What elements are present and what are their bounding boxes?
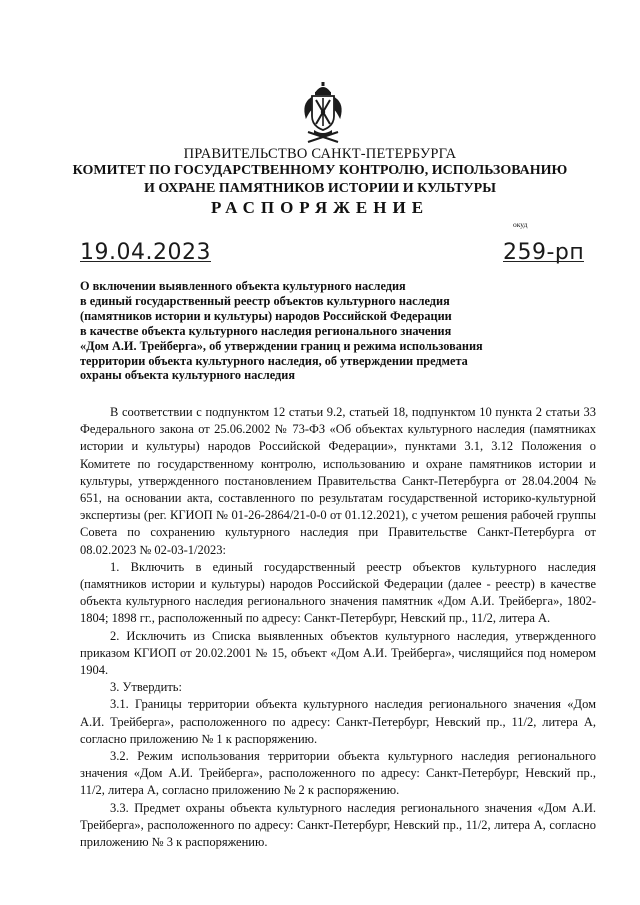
clause-1: 1. Включить в единый государственный реестр объектов культурного наследия (памятников истории и культуры) народов Российской Федерации (далее - реестр) в качестве объекта культурного наследия регионального значения памятник «Дом А.И. Трейберга», 1802-1804; 1898 гг., расположенный по адресу: Санкт-Петербург, Невский пр., 11/2, литера А. bbox=[80, 559, 596, 626]
committee-name-line: И ОХРАНЕ ПАМЯТНИКОВ ИСТОРИИ И КУЛЬТУРЫ bbox=[144, 181, 496, 196]
title-line: в качестве объекта культурного наследия регионального значения bbox=[80, 323, 452, 338]
clause-3-1: 3.1. Границы территории объекта культурного наследия регионального значения «Дом А.И. Трейберга», расположенного по адресу: Санкт-Петербург, Невский пр., 11/2, литера А, согласно приложению № 1 к распоряжению. bbox=[80, 697, 596, 746]
clause-2: 2. Исключить из Списка выявленных объектов культурного наследия, утвержденного приказом КГИОП от 20.02.2001 № 15, объект «Дом А.И. Трейберга», числящийся под номером 1904. bbox=[80, 628, 596, 678]
title-line: О включении выявленного объекта культурного наследия bbox=[80, 279, 406, 293]
clause-3-3: 3.3. Предмет охраны объекта культурного наследия регионального значения «Дом А.И. Трейберга», расположенного по адресу: Санкт-Петербург, Невский пр., 11/2, литера А, согласно приложению № 3 к распоряжению. bbox=[80, 800, 596, 850]
document-number: 259-рп bbox=[503, 240, 585, 265]
committee-name-line: КОМИТЕТ ПО ГОСУДАРСТВЕННОМУ КОНТРОЛЮ, ИСПОЛЬЗОВАНИЮ bbox=[72, 163, 568, 178]
okud-label: окуд bbox=[513, 220, 528, 229]
coat-of-arms-emblem-icon bbox=[298, 82, 348, 144]
document-body bbox=[80, 404, 596, 851]
document-date: 19.04.2023 bbox=[80, 240, 211, 265]
clause-3: 3. Утвердить: bbox=[110, 680, 182, 695]
title-line: «Дом А.И. Трейберга», об утверждении границ и режима использования bbox=[80, 338, 483, 353]
title-line: охраны объекта культурного наследия bbox=[80, 368, 295, 383]
clause-3-2: 3.2. Режим использования территории объекта культурного наследия регионального значения «Дом А.И. Трейберга», расположенного по адресу: Санкт-Петербург, Невский пр., 11/2, литера А, согласно приложению № 2 к распоряжению. bbox=[80, 749, 596, 798]
government-name: ПРАВИТЕЛЬСТВО САНКТ-ПЕТЕРБУРГА bbox=[183, 146, 457, 162]
document-title bbox=[80, 279, 483, 383]
document-type: РАСПОРЯЖЕНИЕ bbox=[210, 198, 430, 217]
preamble-paragraph: В соответствии с подпунктом 12 статьи 9.2, статьей 18, подпунктом 10 пункта 2 статьи 33 Федерального закона от 25.06.2002 № 73-ФЗ «Об объектах культурного наследия (памятниках истории и культуры) народов Российской Федерации», пунктами 3.1, 3.12 Положения о Комитете по государственному контролю, использованию и охране памятников истории и культуры, утвержденного постановлением Правительства Санкт-Петербурга от 28.04.2004 № 651, на основании акта, составленного по результатам государственной историко-культурной экспертизы (рег. КГИОП № 01-26-2864/21-0-0 от 01.12.2021), с учетом решения рабочей группы Совета по сохранению культурного наследия при Правительстве Санкт-Петербурга от 08.02.2023 № 02-03-1/2023: bbox=[80, 405, 596, 557]
committee-name bbox=[0, 162, 640, 198]
title-line: (памятников истории и культуры) народов Российской Федерации bbox=[80, 308, 452, 323]
title-line: в единый государственный реестр объектов культурного наследия bbox=[80, 293, 450, 308]
title-line: территории объекта культурного наследия, об утверждении предмета bbox=[80, 353, 468, 368]
